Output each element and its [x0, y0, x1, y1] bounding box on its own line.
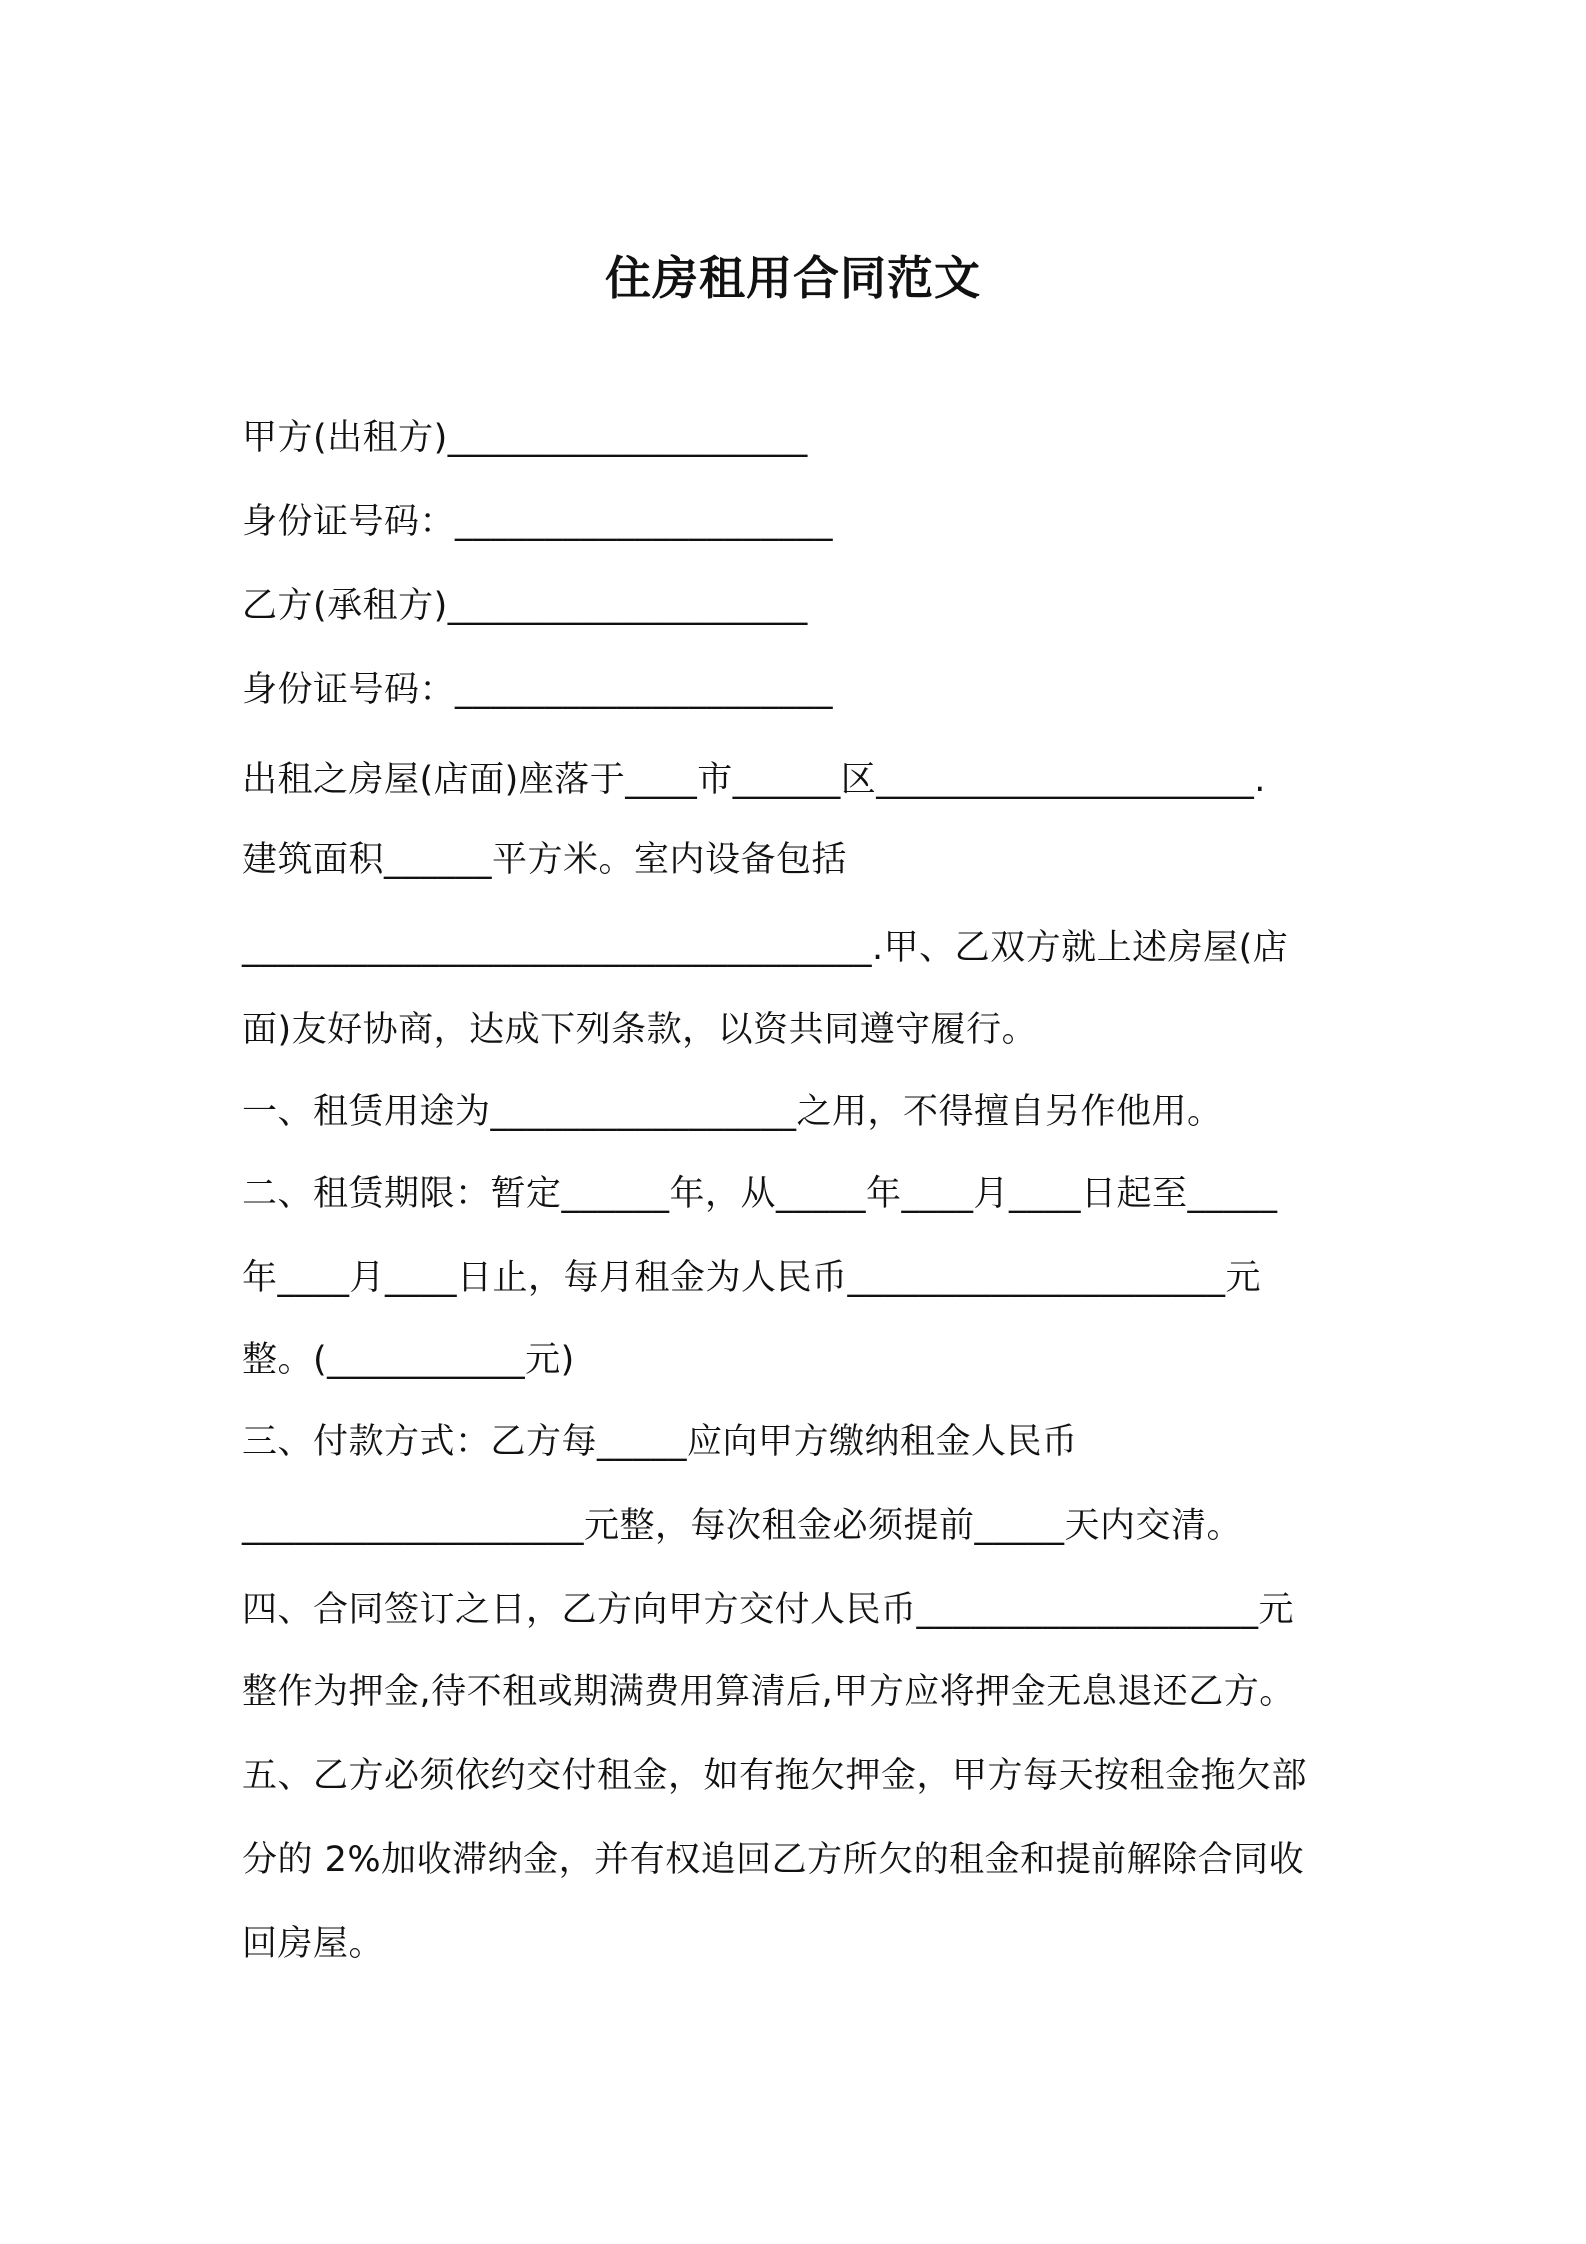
- clause-4-line-2: 整作为押金,待不租或期满费用算清后,甲方应将押金无息退还乙方。: [242, 1672, 1295, 1712]
- clause-3-line-1: 三、付款方式：乙方每_____应向甲方缴纳租金人民币: [242, 1422, 1078, 1462]
- party-a-line: 甲方(出租方)____________________: [242, 418, 808, 458]
- clause-1-line: 一、租赁用途为_________________之用，不得擅自另作他用。: [242, 1092, 1223, 1132]
- clause-5-line-3: 回房屋。: [242, 1924, 385, 1964]
- clause-2-line-2: 年____月____日止，每月租金为人民币_____________________元: [242, 1258, 1262, 1298]
- clause-2-line-1: 二、租赁期限：暂定______年，从_____年____月____日起至_____: [242, 1174, 1278, 1214]
- property-location-line: 出租之房屋(店面)座落于____市______区_____________________.: [242, 760, 1266, 800]
- clause-2-line-3: 整。(___________元): [242, 1340, 575, 1380]
- equipment-line: ___________________________________.甲、乙双方就上述房屋(店: [242, 928, 1289, 968]
- party-b-id-line: 身份证号码：_____________________: [242, 670, 834, 710]
- building-area-line: 建筑面积______平方米。室内设备包括: [242, 840, 848, 880]
- clause-5-line-2: 分的 2%加收滞纳金，并有权追回乙方所欠的租金和提前解除合同收: [242, 1840, 1305, 1880]
- agreement-intro-line: 面)友好协商，达成下列条款，以资共同遵守履行。: [242, 1010, 1038, 1050]
- document-title: 住房租用合同范文: [605, 250, 981, 305]
- party-a-id-line: 身份证号码：_____________________: [242, 502, 834, 542]
- clause-5-line-1: 五、乙方必须依约交付租金，如有拖欠押金，甲方每天按租金拖欠部: [242, 1756, 1308, 1796]
- party-b-line: 乙方(承租方)____________________: [242, 586, 808, 626]
- clause-3-line-2: ___________________元整，每次租金必须提前_____天内交清。: [242, 1506, 1243, 1546]
- clause-4-line-1: 四、合同签订之日，乙方向甲方交付人民币___________________元: [242, 1590, 1295, 1630]
